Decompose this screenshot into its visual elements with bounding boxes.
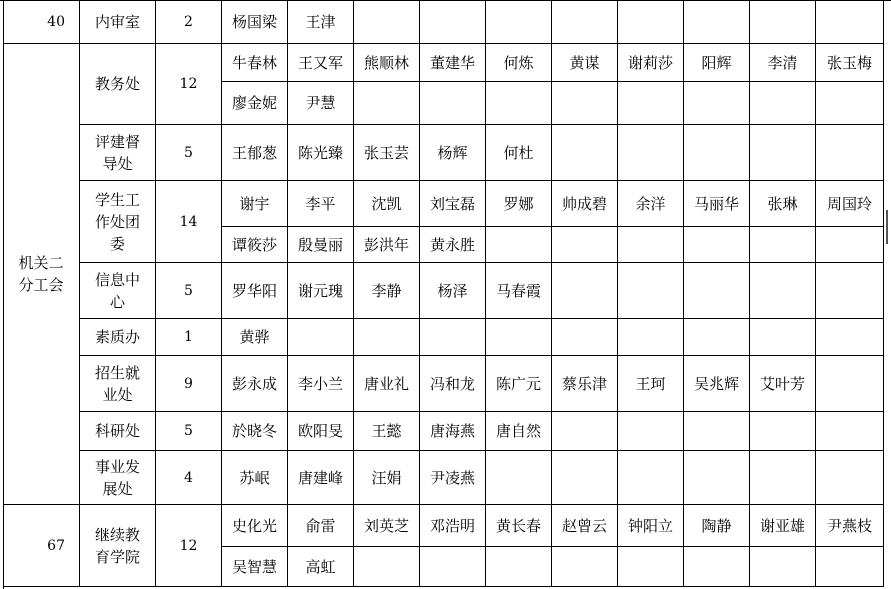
member-name-cell: 赵曾云	[552, 505, 618, 547]
member-name-cell	[486, 547, 552, 587]
member-name-cell	[816, 0, 884, 44]
member-name-cell: 俞雷	[288, 505, 354, 547]
member-name-cell	[816, 451, 884, 505]
department-name: 事业发 展处	[80, 451, 156, 505]
member-count: 5	[156, 263, 222, 319]
member-name-cell: 唐自然	[486, 412, 552, 451]
member-count: 2	[156, 0, 222, 44]
member-name-cell: 刘宝磊	[420, 181, 486, 227]
member-name-cell: 何杜	[486, 125, 552, 181]
member-name-cell: 帅成碧	[552, 181, 618, 227]
member-name-cell: 尹凌燕	[420, 451, 486, 505]
member-name-cell: 苏岷	[222, 451, 288, 505]
member-name-cell	[750, 451, 816, 505]
member-name-cell	[552, 0, 618, 44]
member-name-cell	[816, 263, 884, 319]
member-name-cell: 王珂	[618, 356, 684, 412]
member-name-cell	[816, 227, 884, 263]
member-name-cell	[552, 412, 618, 451]
member-name-cell: 彭永成	[222, 356, 288, 412]
member-name-cell: 杨泽	[420, 263, 486, 319]
member-name-cell: 高虹	[288, 547, 354, 587]
member-name-cell: 黄长春	[486, 505, 552, 547]
member-name-cell	[684, 0, 750, 44]
member-count: 5	[156, 412, 222, 451]
member-name-cell: 彭洪年	[354, 227, 420, 263]
member-count: 5	[156, 125, 222, 181]
department-name: 素质办	[80, 319, 156, 356]
member-count: 1	[156, 319, 222, 356]
member-name-cell	[750, 82, 816, 125]
member-name-cell	[750, 263, 816, 319]
member-name-cell	[618, 0, 684, 44]
member-name-cell	[552, 319, 618, 356]
member-name-cell: 谢宇	[222, 181, 288, 227]
member-name-cell: 谢莉莎	[618, 44, 684, 82]
member-name-cell: 王又军	[288, 44, 354, 82]
member-name-cell: 史化光	[222, 505, 288, 547]
department-name: 教务处	[80, 44, 156, 125]
member-name-cell	[816, 356, 884, 412]
member-name-cell: 李小兰	[288, 356, 354, 412]
member-name-cell: 李静	[354, 263, 420, 319]
member-name-cell: 黄永胜	[420, 227, 486, 263]
member-name-cell	[288, 319, 354, 356]
member-name-cell: 陈光臻	[288, 125, 354, 181]
member-name-cell	[420, 319, 486, 356]
member-name-cell: 马丽华	[684, 181, 750, 227]
member-name-cell	[552, 263, 618, 319]
member-name-cell: 马春霞	[486, 263, 552, 319]
member-name-cell	[816, 125, 884, 181]
union-label: 机关二 分工会	[3, 44, 80, 505]
member-name-cell: 尹慧	[288, 82, 354, 125]
member-name-cell	[354, 0, 420, 44]
member-name-cell	[816, 547, 884, 587]
member-name-cell: 王津	[288, 0, 354, 44]
member-name-cell: 谢元瑰	[288, 263, 354, 319]
member-name-cell	[486, 319, 552, 356]
member-name-cell: 罗娜	[486, 181, 552, 227]
member-name-cell	[354, 319, 420, 356]
member-count: 14	[156, 181, 222, 263]
member-name-cell	[486, 451, 552, 505]
member-name-cell	[816, 82, 884, 125]
member-name-cell	[684, 125, 750, 181]
member-name-cell: 余洋	[618, 181, 684, 227]
member-name-cell: 张玉梅	[816, 44, 884, 82]
member-name-cell: 李清	[750, 44, 816, 82]
member-name-cell	[618, 227, 684, 263]
member-name-cell: 吴智慧	[222, 547, 288, 587]
member-name-cell: 唐海燕	[420, 412, 486, 451]
member-name-cell	[552, 547, 618, 587]
department-name: 信息中 心	[80, 263, 156, 319]
member-name-cell	[750, 0, 816, 44]
member-name-cell	[618, 547, 684, 587]
member-name-cell	[684, 451, 750, 505]
department-name: 内审室	[80, 0, 156, 44]
member-name-cell: 沈凯	[354, 181, 420, 227]
member-name-cell	[618, 263, 684, 319]
member-name-cell: 王懿	[354, 412, 420, 451]
member-count: 12	[156, 44, 222, 125]
department-name: 学生工 作处团 委	[80, 181, 156, 263]
member-name-cell	[816, 319, 884, 356]
member-name-cell: 殷曼丽	[288, 227, 354, 263]
member-name-cell: 蔡乐津	[552, 356, 618, 412]
member-name-cell	[552, 451, 618, 505]
member-name-cell: 陶静	[684, 505, 750, 547]
member-name-cell	[684, 82, 750, 125]
member-name-cell: 杨国梁	[222, 0, 288, 44]
department-name: 评建督 导处	[80, 125, 156, 181]
member-name-cell: 陈广元	[486, 356, 552, 412]
member-name-cell	[684, 319, 750, 356]
member-name-cell	[354, 547, 420, 587]
member-name-cell	[420, 82, 486, 125]
member-name-cell: 汪娟	[354, 451, 420, 505]
member-name-cell	[420, 0, 486, 44]
member-name-cell: 周国玲	[816, 181, 884, 227]
member-name-cell	[618, 82, 684, 125]
member-name-cell: 尹燕枝	[816, 505, 884, 547]
member-name-cell	[750, 547, 816, 587]
member-name-cell: 钟阳立	[618, 505, 684, 547]
member-name-cell: 刘英芝	[354, 505, 420, 547]
member-name-cell	[684, 263, 750, 319]
member-name-cell: 王郁葱	[222, 125, 288, 181]
member-name-cell	[552, 227, 618, 263]
member-name-cell: 於晓冬	[222, 412, 288, 451]
member-name-cell: 张琳	[750, 181, 816, 227]
member-name-cell: 吴兆辉	[684, 356, 750, 412]
member-name-cell	[750, 319, 816, 356]
member-name-cell: 邓浩明	[420, 505, 486, 547]
member-name-cell	[618, 125, 684, 181]
member-count: 4	[156, 451, 222, 505]
member-name-cell	[618, 412, 684, 451]
member-name-cell	[552, 125, 618, 181]
member-name-cell: 牛春林	[222, 44, 288, 82]
member-name-cell: 黄骅	[222, 319, 288, 356]
member-name-cell	[486, 82, 552, 125]
member-name-cell	[420, 547, 486, 587]
member-name-cell: 罗华阳	[222, 263, 288, 319]
department-name: 科研处	[80, 412, 156, 451]
member-name-cell: 阳辉	[684, 44, 750, 82]
member-name-cell	[684, 412, 750, 451]
member-name-cell	[750, 125, 816, 181]
member-name-cell: 董建华	[420, 44, 486, 82]
member-name-cell: 张玉芸	[354, 125, 420, 181]
member-name-cell	[750, 227, 816, 263]
member-count: 12	[156, 505, 222, 587]
member-name-cell: 李平	[288, 181, 354, 227]
department-name: 继续教 育学院	[80, 505, 156, 587]
member-name-cell: 欧阳旻	[288, 412, 354, 451]
scroll-marker[interactable]	[886, 210, 891, 244]
member-name-cell	[552, 82, 618, 125]
row-index: 67	[3, 505, 80, 587]
member-name-cell: 杨辉	[420, 125, 486, 181]
row-index: 40	[3, 0, 80, 44]
member-name-cell: 何炼	[486, 44, 552, 82]
member-name-cell: 唐业礼	[354, 356, 420, 412]
member-name-cell	[684, 227, 750, 263]
member-count: 9	[156, 356, 222, 412]
member-name-cell: 艾叶芳	[750, 356, 816, 412]
member-name-cell: 熊顺林	[354, 44, 420, 82]
member-name-cell: 廖金妮	[222, 82, 288, 125]
member-name-cell	[618, 319, 684, 356]
member-name-cell: 谭筱莎	[222, 227, 288, 263]
member-name-cell: 唐建峰	[288, 451, 354, 505]
member-name-cell	[618, 451, 684, 505]
department-name: 招生就 业处	[80, 356, 156, 412]
member-name-cell	[486, 0, 552, 44]
member-name-cell	[750, 412, 816, 451]
member-name-cell	[816, 412, 884, 451]
member-name-cell: 冯和龙	[420, 356, 486, 412]
member-name-cell: 黄谋	[552, 44, 618, 82]
member-name-cell	[684, 547, 750, 587]
member-name-cell	[486, 227, 552, 263]
member-name-cell	[354, 82, 420, 125]
member-name-cell: 谢亚雄	[750, 505, 816, 547]
